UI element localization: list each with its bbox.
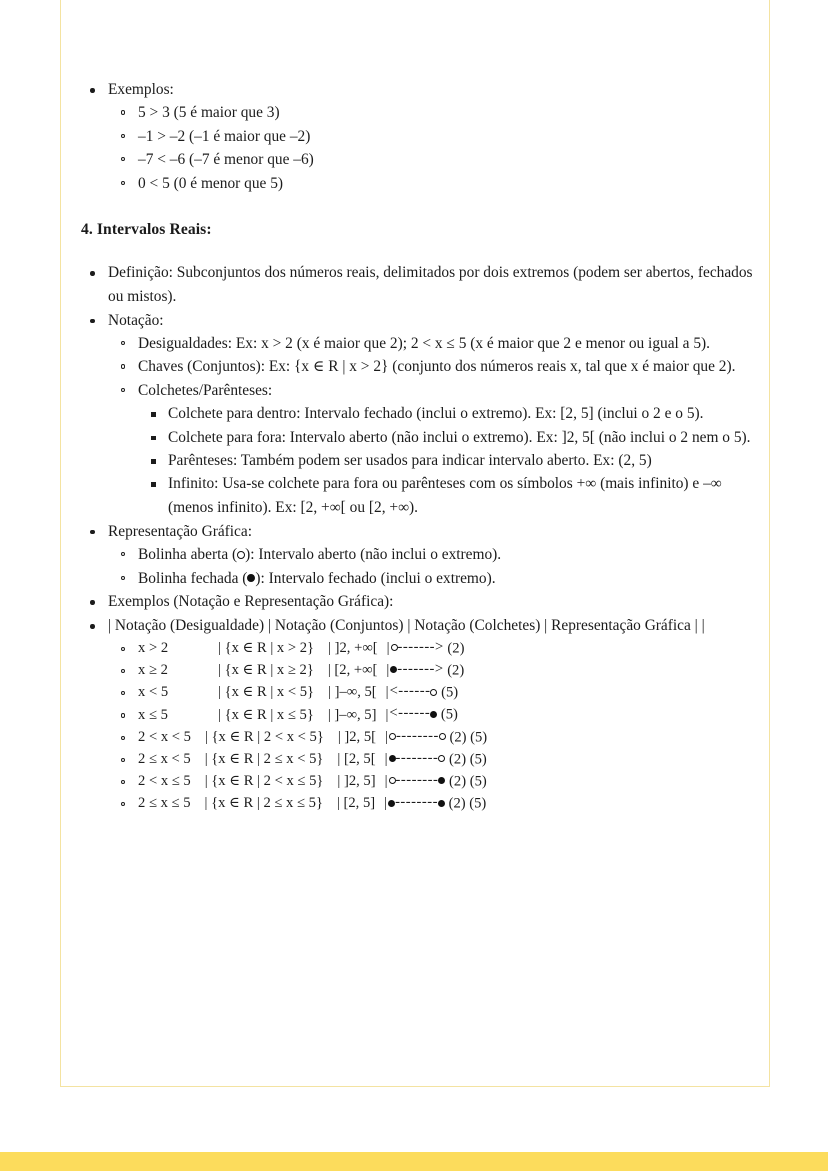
bolinha-aberta-suffix: ): Intervalo aberto (não inclui o extremo). (245, 546, 502, 564)
cell-set-notation: | {x ∈ R | 2 < x < 5} (204, 728, 324, 745)
table-row (108, 638, 754, 660)
cell-inequality: x > 2 (138, 640, 169, 657)
list-item-notacao (78, 309, 754, 520)
closed-circle-icon (388, 800, 395, 807)
dash-line: <------ (389, 683, 431, 700)
notacao-sublist (108, 332, 754, 519)
cell-inequality: 2 < x < 5 (138, 728, 191, 745)
colchetes-sublist (138, 402, 754, 519)
cell-inequality: 2 ≤ x < 5 (138, 751, 191, 768)
cell-inequality: x < 5 (138, 684, 169, 701)
dash-line: -------- (395, 727, 439, 744)
list-item-exemplos-notacao: Exemplos (Notação e Representação Gráfica): (78, 590, 754, 613)
dash-line: <------ (389, 705, 431, 722)
cell-graphical-representation (385, 660, 464, 682)
exemplos-label: Exemplos: (108, 81, 174, 98)
list-item-bolinha-aberta (108, 543, 754, 566)
cell-graphical-representation (385, 682, 458, 704)
interval-table (108, 638, 754, 816)
closed-circle-icon (389, 755, 396, 762)
bolinha-fechada-suffix: ): Intervalo fechado (inclui o extremo). (255, 569, 496, 587)
cell-graphical-representation (383, 793, 486, 815)
cell-bracket-notation: | [2, 5] (336, 795, 376, 812)
cell-set-notation: | {x ∈ R | 2 ≤ x ≤ 5} (204, 795, 323, 812)
bolinha-aberta-prefix: Bolinha aberta ( (138, 546, 238, 564)
cell-set-notation: | {x ∈ R | 2 ≤ x < 5} (204, 751, 324, 768)
column-separator: | (386, 662, 390, 679)
cell-values: (2) (443, 662, 465, 679)
cell-graphical-representation (386, 638, 465, 660)
open-circle-icon (237, 551, 245, 559)
colchetes-label: Colchetes/Parênteses: (138, 381, 273, 399)
representacao-sublist (108, 543, 754, 590)
cell-inequality: 2 < x ≤ 5 (138, 773, 191, 790)
list-item-colchete-fora: Colchete para fora: Intervalo aberto (não inclui o extremo). Ex: ]2, 5[ (não inclui o 2 nem o 5). (138, 426, 754, 449)
cell-values: (2) (5) (445, 728, 488, 745)
closed-circle-icon (390, 666, 397, 673)
list-item-representacao (78, 520, 754, 590)
list-item: –1 > –2 (–1 é maior que –2) (108, 125, 754, 148)
dash-line: -------- (395, 749, 439, 766)
list-item: 0 < 5 (0 é menor que 5) (108, 172, 754, 195)
cell-values: (2) (5) (445, 751, 487, 768)
list-item-parenteses: Parênteses: Também podem ser usados para indicar intervalo aberto. Ex: (2, 5) (138, 449, 754, 472)
list-item-infinito: Infinito: Usa-se colchete para fora ou parênteses com os símbolos +∞ (mais infinito) e –∞ (menos infinito). Ex: [2, +∞[ ou [2, +∞). (138, 472, 754, 519)
table-row (108, 704, 754, 726)
table-row (108, 682, 754, 704)
open-circle-icon (439, 733, 446, 740)
cell-bracket-notation: | [2, 5[ (337, 751, 376, 768)
list-item-desigualdades: Desigualdades: Ex: x > 2 (x é maior que 2); 2 < x ≤ 5 (x é maior que 2 e menor ou igual a 5). (108, 332, 754, 355)
list-item-bolinha-fechada (108, 567, 754, 590)
dash-line: -------- (395, 771, 439, 788)
open-circle-icon (389, 733, 396, 740)
table-row (108, 749, 754, 771)
cell-bracket-notation: | ]–∞, 5] (327, 706, 377, 723)
table-row (108, 793, 754, 815)
document-content (78, 78, 754, 816)
cell-inequality: 2 ≤ x ≤ 5 (138, 795, 191, 812)
examples-list (78, 78, 754, 195)
table-header-line: | Notação (Desigualdade) | Notação (Conjuntos) | Notação (Colchetes) | Representação Gráfica | | (108, 617, 705, 635)
bolinha-fechada-prefix: Bolinha fechada ( (138, 569, 248, 587)
list-item: –7 < –6 (–7 é menor que –6) (108, 148, 754, 171)
cell-set-notation: | {x ∈ R | x < 5} (218, 684, 315, 701)
cell-set-notation: | {x ∈ R | x ≤ 5} (218, 706, 314, 723)
cell-graphical-representation (384, 727, 487, 749)
table-row (108, 727, 754, 749)
cell-graphical-representation (384, 771, 487, 793)
cell-values: (2) (443, 640, 465, 657)
notacao-label: Notação: (108, 311, 164, 329)
column-separator: | (384, 773, 388, 790)
cell-bracket-notation: | ]–∞, 5[ (328, 684, 377, 701)
column-separator: | (385, 684, 389, 701)
column-separator: | (384, 795, 388, 812)
list-item-colchete-dentro: Colchete para dentro: Intervalo fechado (inclui o extremo). Ex: [2, 5] (inclui o 2 e o 5). (138, 402, 754, 425)
cell-set-notation: | {x ∈ R | x ≥ 2} (218, 662, 314, 679)
table-row (108, 771, 754, 793)
list-item-chaves: Chaves (Conjuntos): Ex: {x ∈ R | x > 2} (conjunto dos números reais x, tal que x é maior que 2). (108, 355, 754, 378)
cell-values: (5) (437, 706, 458, 723)
section-heading: 4. Intervalos Reais: (81, 221, 212, 239)
table-row (108, 660, 754, 682)
cell-values: (2) (5) (445, 773, 487, 790)
cell-bracket-notation: | ]2, +∞[ (328, 640, 378, 657)
cell-bracket-notation: | [2, +∞[ (327, 662, 378, 679)
list-item-definicao: Definição: Subconjuntos dos números reais, delimitados por dois extremos (podem ser abertos, fechados ou mistos). (78, 261, 754, 308)
cell-values: (2) (5) (444, 795, 487, 812)
open-circle-icon (389, 777, 396, 784)
column-separator: | (386, 640, 390, 657)
cell-values: (5) (437, 684, 459, 701)
bottom-accent-bar (0, 1152, 828, 1171)
cell-graphical-representation (384, 704, 457, 726)
list-item: 5 > 3 (5 é maior que 3) (108, 101, 754, 124)
list-item-colchetes (108, 379, 754, 519)
intervalos-list (78, 261, 754, 815)
list-item-exemplos (78, 78, 754, 195)
column-separator: | (385, 706, 389, 723)
cell-bracket-notation: | ]2, 5] (337, 773, 376, 790)
cell-graphical-representation (384, 749, 487, 771)
cell-bracket-notation: | ]2, 5[ (337, 728, 377, 745)
column-separator: | (385, 728, 388, 745)
dash-line: -------> (397, 660, 444, 677)
open-circle-icon (391, 644, 398, 651)
cell-inequality: x ≤ 5 (138, 706, 168, 723)
cell-set-notation: | {x ∈ R | x > 2} (218, 640, 315, 657)
cell-inequality: x ≥ 2 (138, 662, 168, 679)
column-separator: | (384, 751, 388, 768)
list-item-table-header (78, 614, 754, 815)
examples-sublist (108, 101, 754, 195)
cell-set-notation: | {x ∈ R | 2 < x ≤ 5} (204, 773, 324, 790)
dash-line: -------> (397, 638, 444, 655)
dash-line: -------- (395, 794, 438, 811)
closed-circle-icon (438, 800, 445, 807)
representacao-label: Representação Gráfica: (108, 522, 252, 540)
